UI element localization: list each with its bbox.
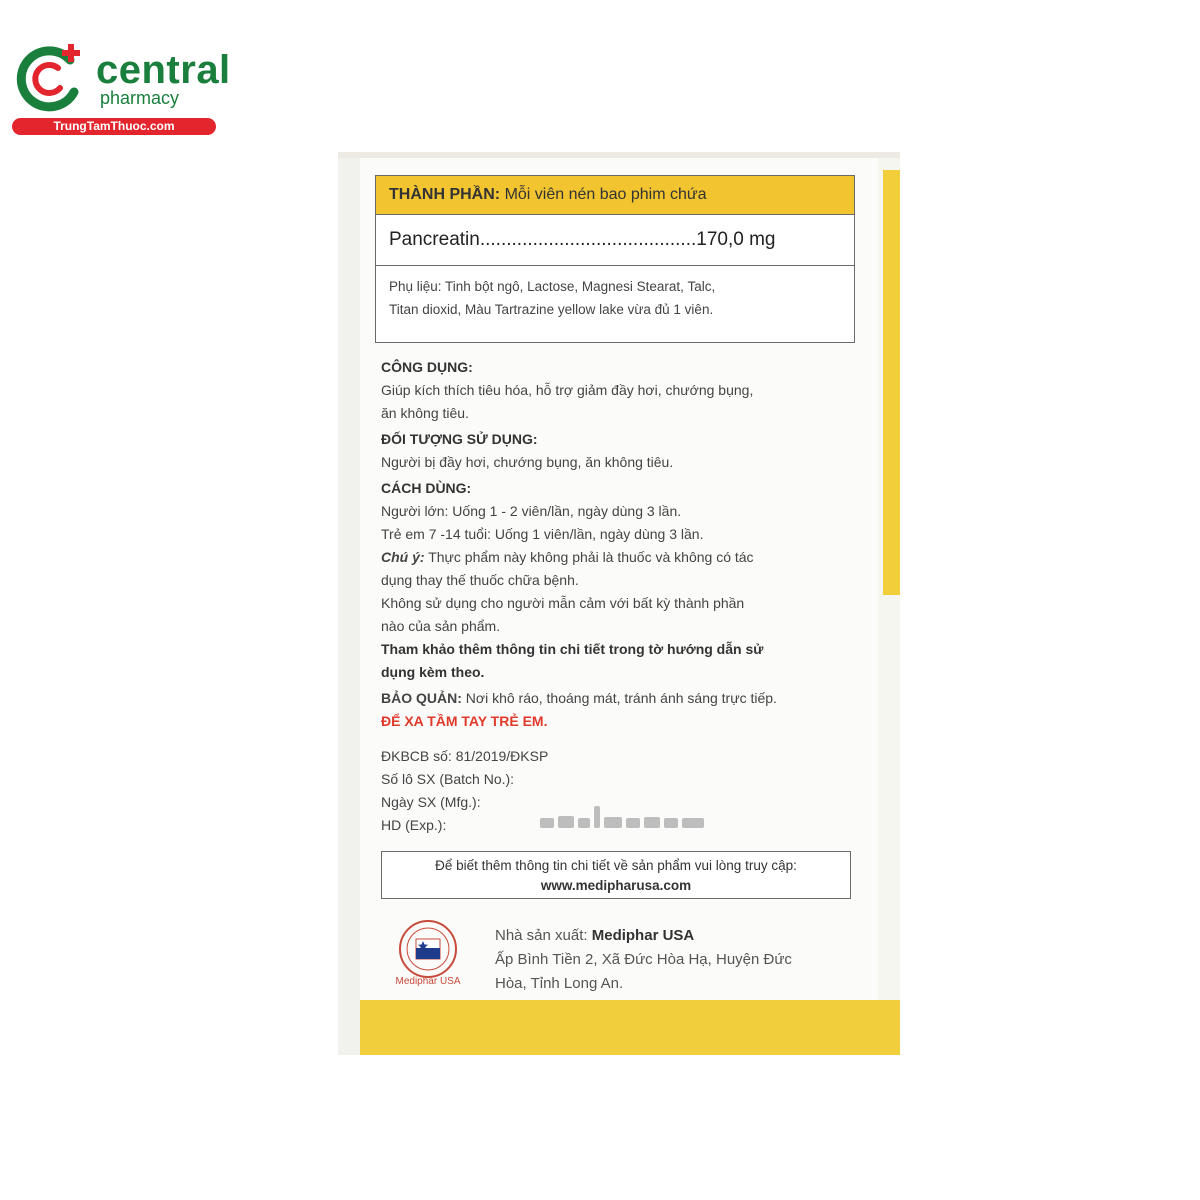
reference-line-1: Tham khảo thêm thông tin chi tiết trong tờ hướng dẫn sử bbox=[381, 641, 764, 657]
note-text: Thực phẩm này không phải là thuốc và không có tác bbox=[424, 549, 754, 565]
manufacturer-name: Mediphar USA bbox=[587, 927, 695, 944]
target-line-1: Người bị đầy hơi, chướng bụng, ăn không tiêu. bbox=[381, 454, 674, 470]
storage-text: Nơi khô ráo, thoáng mát, tránh ánh sáng trực tiếp. bbox=[461, 690, 777, 706]
batch-number: Số lô SX (Batch No.): bbox=[381, 771, 515, 787]
logo-subtitle: pharmacy bbox=[100, 88, 180, 108]
box-top-edge bbox=[338, 152, 900, 158]
yellow-bottom-stripe bbox=[360, 1000, 900, 1055]
manufacturer-info bbox=[495, 924, 865, 996]
info-line-1: Để biết thêm thông tin chi tiết về sản phẩm vui lòng truy cập: bbox=[435, 858, 797, 873]
ingredient-header bbox=[376, 176, 854, 215]
mfg-date: Ngày SX (Mfg.): bbox=[381, 794, 481, 810]
ingredient-table bbox=[375, 175, 855, 343]
dosage-line-1: Người lớn: Uống 1 - 2 viên/lần, ngày dùng 3 lần. bbox=[381, 503, 682, 519]
uses-line-2: ăn không tiêu. bbox=[381, 405, 469, 421]
reference-line-2: dụng kèm theo. bbox=[381, 664, 485, 680]
dosage-title: CÁCH DÙNG: bbox=[381, 480, 472, 496]
ingredient-main: Pancreatin.........................................170,0 mg bbox=[376, 215, 854, 266]
dosage-line-2: Trẻ em 7 -14 tuổi: Uống 1 viên/lần, ngày dùng 3 lần. bbox=[381, 526, 704, 542]
storage-title: BẢO QUẢN: bbox=[381, 690, 462, 706]
child-warning: ĐỂ XA TẦM TAY TRẺ EM. bbox=[381, 713, 548, 729]
logo-url-bar: TrungTamThuoc.com bbox=[12, 118, 216, 135]
ingredient-heading: THÀNH PHẦN: bbox=[389, 186, 501, 203]
exp-date: HD (Exp.): bbox=[381, 817, 447, 833]
manufacturer-label: Nhà sản xuất: bbox=[495, 927, 588, 944]
logo-wordmark: central bbox=[96, 48, 231, 92]
contra-line-2: nào của sản phẩm. bbox=[381, 618, 501, 634]
ingredient-heading-rest: Mỗi viên nén bao phim chứa bbox=[504, 186, 707, 203]
registration-number: ĐKBCB số: 81/2019/ĐKSP bbox=[381, 748, 549, 764]
excipients-line-2: Titan dioxid, Màu Tartrazine yellow lake vừa đủ 1 viên. bbox=[389, 302, 714, 317]
excipients-line-1: Phụ liệu: Tinh bột ngô, Lactose, Magnesi Stearat, Talc, bbox=[389, 279, 716, 294]
uses-line-1: Giúp kích thích tiêu hóa, hỗ trợ giảm đầy hơi, chướng bụng, bbox=[381, 382, 754, 398]
label-content bbox=[381, 352, 861, 837]
note-line-1 bbox=[381, 546, 861, 569]
box-left-edge bbox=[338, 152, 360, 1055]
website-url[interactable]: www.medipharusa.com bbox=[540, 878, 692, 893]
central-pharmacy-logo-icon bbox=[12, 40, 88, 116]
printed-batch-code bbox=[538, 806, 718, 838]
target-title: ĐỐI TƯỢNG SỬ DỤNG: bbox=[381, 431, 538, 447]
contra-line-1: Không sử dụng cho người mẫn cảm với bất kỳ thành phần bbox=[381, 595, 745, 611]
ingredient-excipients bbox=[376, 266, 854, 321]
address-line-1: Ấp Bình Tiền 2, Xã Đức Hòa Hạ, Huyện Đức bbox=[495, 951, 792, 968]
address-line-2: Hòa, Tỉnh Long An. bbox=[495, 975, 624, 992]
uses-title: CÔNG DỤNG: bbox=[381, 359, 473, 375]
note-label: Chú ý: bbox=[381, 549, 425, 565]
website-info-box bbox=[381, 851, 851, 899]
manufacturer-line bbox=[495, 924, 865, 948]
seal-label: Mediphar USA bbox=[395, 976, 461, 987]
note-line-2: dụng thay thế thuốc chữa bệnh. bbox=[381, 572, 579, 588]
pharmacy-logo bbox=[8, 36, 231, 136]
storage-line bbox=[381, 687, 861, 710]
yellow-side-stripe bbox=[883, 170, 900, 595]
